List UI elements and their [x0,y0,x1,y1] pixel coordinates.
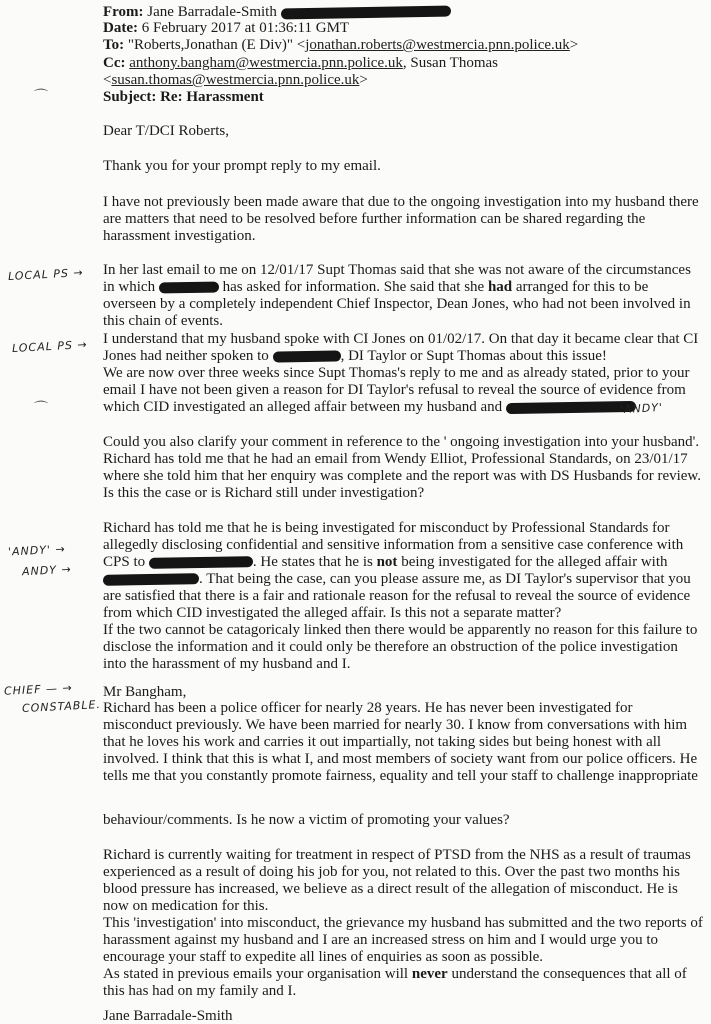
paragraph-3-line: I understand that my husband spoke with CI Jones on 01/02/17. On that day it became clear that CI [103,331,699,347]
paragraph-5-line [103,571,691,587]
paragraph-2-line: harassment investigation. [103,228,256,244]
paragraph-6-line: that he loves his work and carries it out impartially, not taking sides but being honest with all [103,734,662,750]
cc-line [103,55,498,71]
paragraph-6-line: involved. I think that this is what I, and most members of society want from our police officers. He [103,751,698,767]
paragraph-5-line: Richard has told me that he is being investigated for misconduct by Professional Standards for [103,520,670,536]
text-span: has asked for information. She said that she [222,279,485,295]
to-value: "Roberts,Jonathan (E Div)" < [127,37,306,53]
paragraph-5-line: disclose the information and it could only be therefore an obstruction of the police investigation [103,639,678,655]
redaction [149,556,253,569]
paragraph-5-line: from which CID investigated the alleged affair. Is this not a separate matter? [103,605,562,621]
to-email-link[interactable]: jonathan.roberts@westmercia.pnn.police.uk [305,37,570,53]
from-line [103,4,451,20]
handwritten-note-andy: 'ANDY' [619,400,664,417]
paragraph-4-line: Is this the case or is Richard still under investigation? [103,485,425,501]
paragraph-7: behaviour/comments. Is he now a victim of promoting your values? [103,812,510,828]
pen-mark: ⌒ [34,90,48,105]
text-span: As stated in previous emails your organisation will [103,966,409,982]
paragraph-3-line [103,348,607,364]
cc-email-link-1[interactable]: anthony.bangham@westmercia.pnn.police.uk [129,55,403,71]
text-span: CPS to [103,554,146,570]
redaction [159,282,219,294]
paragraph-8-line: blood pressure has increased, we believe as a direct result of the allegation of misconduct. He is [103,881,678,897]
text-span: being investigated for the alleged affair with [401,554,668,570]
text-span: Jones had neither spoken to [103,348,269,364]
paragraph-1: Thank you for your prompt reply to my email. [103,158,381,174]
date-line [103,20,349,36]
greeting: Dear T/DCI Roberts, [103,123,229,139]
handwritten-note-constable: CONSTABLE. [21,697,102,716]
handwritten-note-andy: ANDY → [21,562,72,579]
text-span: understand the consequences that all of [451,966,687,982]
paragraph-3-line: email I have not been given a reason for DI Taylor's refusal to reveal the source of evidence from [103,382,686,398]
paragraph-8-line: experienced as a result of doing his job for you, not related to this. Over the past two months his [103,864,680,880]
to-line [103,37,578,53]
paragraph-6-line: tells me that you constantly promote fairness, equality and tell your staff to challenge inappropriate [103,768,698,784]
redaction [506,401,636,414]
paragraph-4-line: where she told him that her enquiry was complete and the report was with DS Husbands for review. [103,468,702,484]
from-label: From: [103,4,144,20]
paragraph-3-line: this chain of events. [103,313,223,329]
paragraph-8-line [103,966,687,982]
from-value: Jane Barradale-Smith [147,4,277,20]
paragraph-4-line: Richard has told me that he had an email from Wendy Elliot, Professional Standards, on 23/01/17 [103,451,688,467]
paragraph-5-line: into the harassment of my husband and I. [103,656,351,672]
redaction [103,573,199,586]
to-close: > [569,37,579,53]
pen-mark: ⌒ [34,402,48,417]
addressee-line: Mr Bangham, [103,684,187,700]
cc-line-2 [103,72,368,88]
handwritten-note-local-ps: LOCAL PS → [11,338,88,355]
text-span: in which [103,279,156,295]
paragraph-8-line: This 'investigation' into misconduct, the grievance my husband has submitted and the two reports of [103,915,703,931]
paragraph-3-line [103,399,636,415]
cc-close: > [359,72,368,88]
text-span: . He states that he is [252,554,373,570]
to-label: To: [103,37,125,53]
paragraph-3-line: We are now over three weeks since Supt Thomas's reply to me and as already stated, prior to your [103,365,690,381]
bold-text: had [487,279,513,295]
text-span: arranged for this to be [515,279,649,295]
paragraph-5-line [103,554,667,570]
date-label: Date: [103,20,138,36]
paragraph-2-line: are matters that need to be resolved before further information can be shared regarding the [103,211,646,227]
handwritten-note-andy: 'ANDY' → [7,542,67,559]
text-span: . That being the case, can you please assure me, as DI Taylor's supervisor that you [199,571,691,587]
paragraph-5-line: are satisfied that there is a fair and rationale reason for the refusal to reveal the source of evidence [103,588,691,604]
text-span: , DI Taylor or Supt Thomas about this issue! [340,348,607,364]
handwritten-note-chief: CHIEF — → [3,681,73,698]
paragraph-5-line: If the two cannot be catagoricaly linked then there would be apparently no reason for this failure to [103,622,698,638]
paragraph-3-line: overseen by a completely independent Chief Inspector, Dean Jones, who had not been involved in [103,296,691,312]
paragraph-3-line [103,279,648,295]
text-span: which CID investigated an alleged affair between my husband and [103,399,503,415]
bold-text: not [376,554,398,570]
paragraph-8-line: now on medication for this. [103,898,269,914]
paragraph-6-line: Richard has been a police officer for nearly 28 years. He has never been investigated for [103,700,633,716]
paragraph-5-line: allegedly disclosing confidential and sensitive information from a sensitive case conference with [103,537,684,553]
paragraph-6-line: misconduct previously. We have been married for nearly 30. I know from conversations with him [103,717,688,733]
date-value: 6 February 2017 at 01:36:11 GMT [141,20,350,36]
paragraph-8-line: encourage your staff to expedite all lines of enquiries as soon as possible. [103,949,544,965]
subject-label: Subject: [103,89,157,105]
paragraph-8-line: this has had on my family and I. [103,983,297,999]
signature: Jane Barradale-Smith [103,1008,233,1024]
redaction [272,350,340,362]
bold-text: never [411,966,448,982]
paragraph-8-line: harassment against my husband and I are an increased stress on him and I would urge you to [103,932,658,948]
cc-separator: , Susan Thomas [402,55,499,71]
paragraph-4-line: Could you also clarify your comment in reference to the ' ongoing investigation into your husband'. [103,434,700,450]
redaction [281,6,451,20]
subject-value: Re: Harassment [160,89,264,105]
cc-email-link-2[interactable]: susan.thomas@westmercia.pnn.police.uk [111,72,360,88]
paragraph-3-line: In her last email to me on 12/01/17 Supt Thomas said that she was not aware of the circumstances [103,262,691,278]
handwritten-note-local-ps: LOCAL PS → [7,266,84,283]
subject-line [103,89,264,105]
cc-label: Cc: [103,55,126,71]
cc-open: < [103,72,112,88]
paragraph-8-line: Richard is currently waiting for treatment in respect of PTSD from the NHS as a result of traumas [103,847,691,863]
paragraph-2-line: I have not previously been made aware that due to the ongoing investigation into my husband there [103,194,699,210]
